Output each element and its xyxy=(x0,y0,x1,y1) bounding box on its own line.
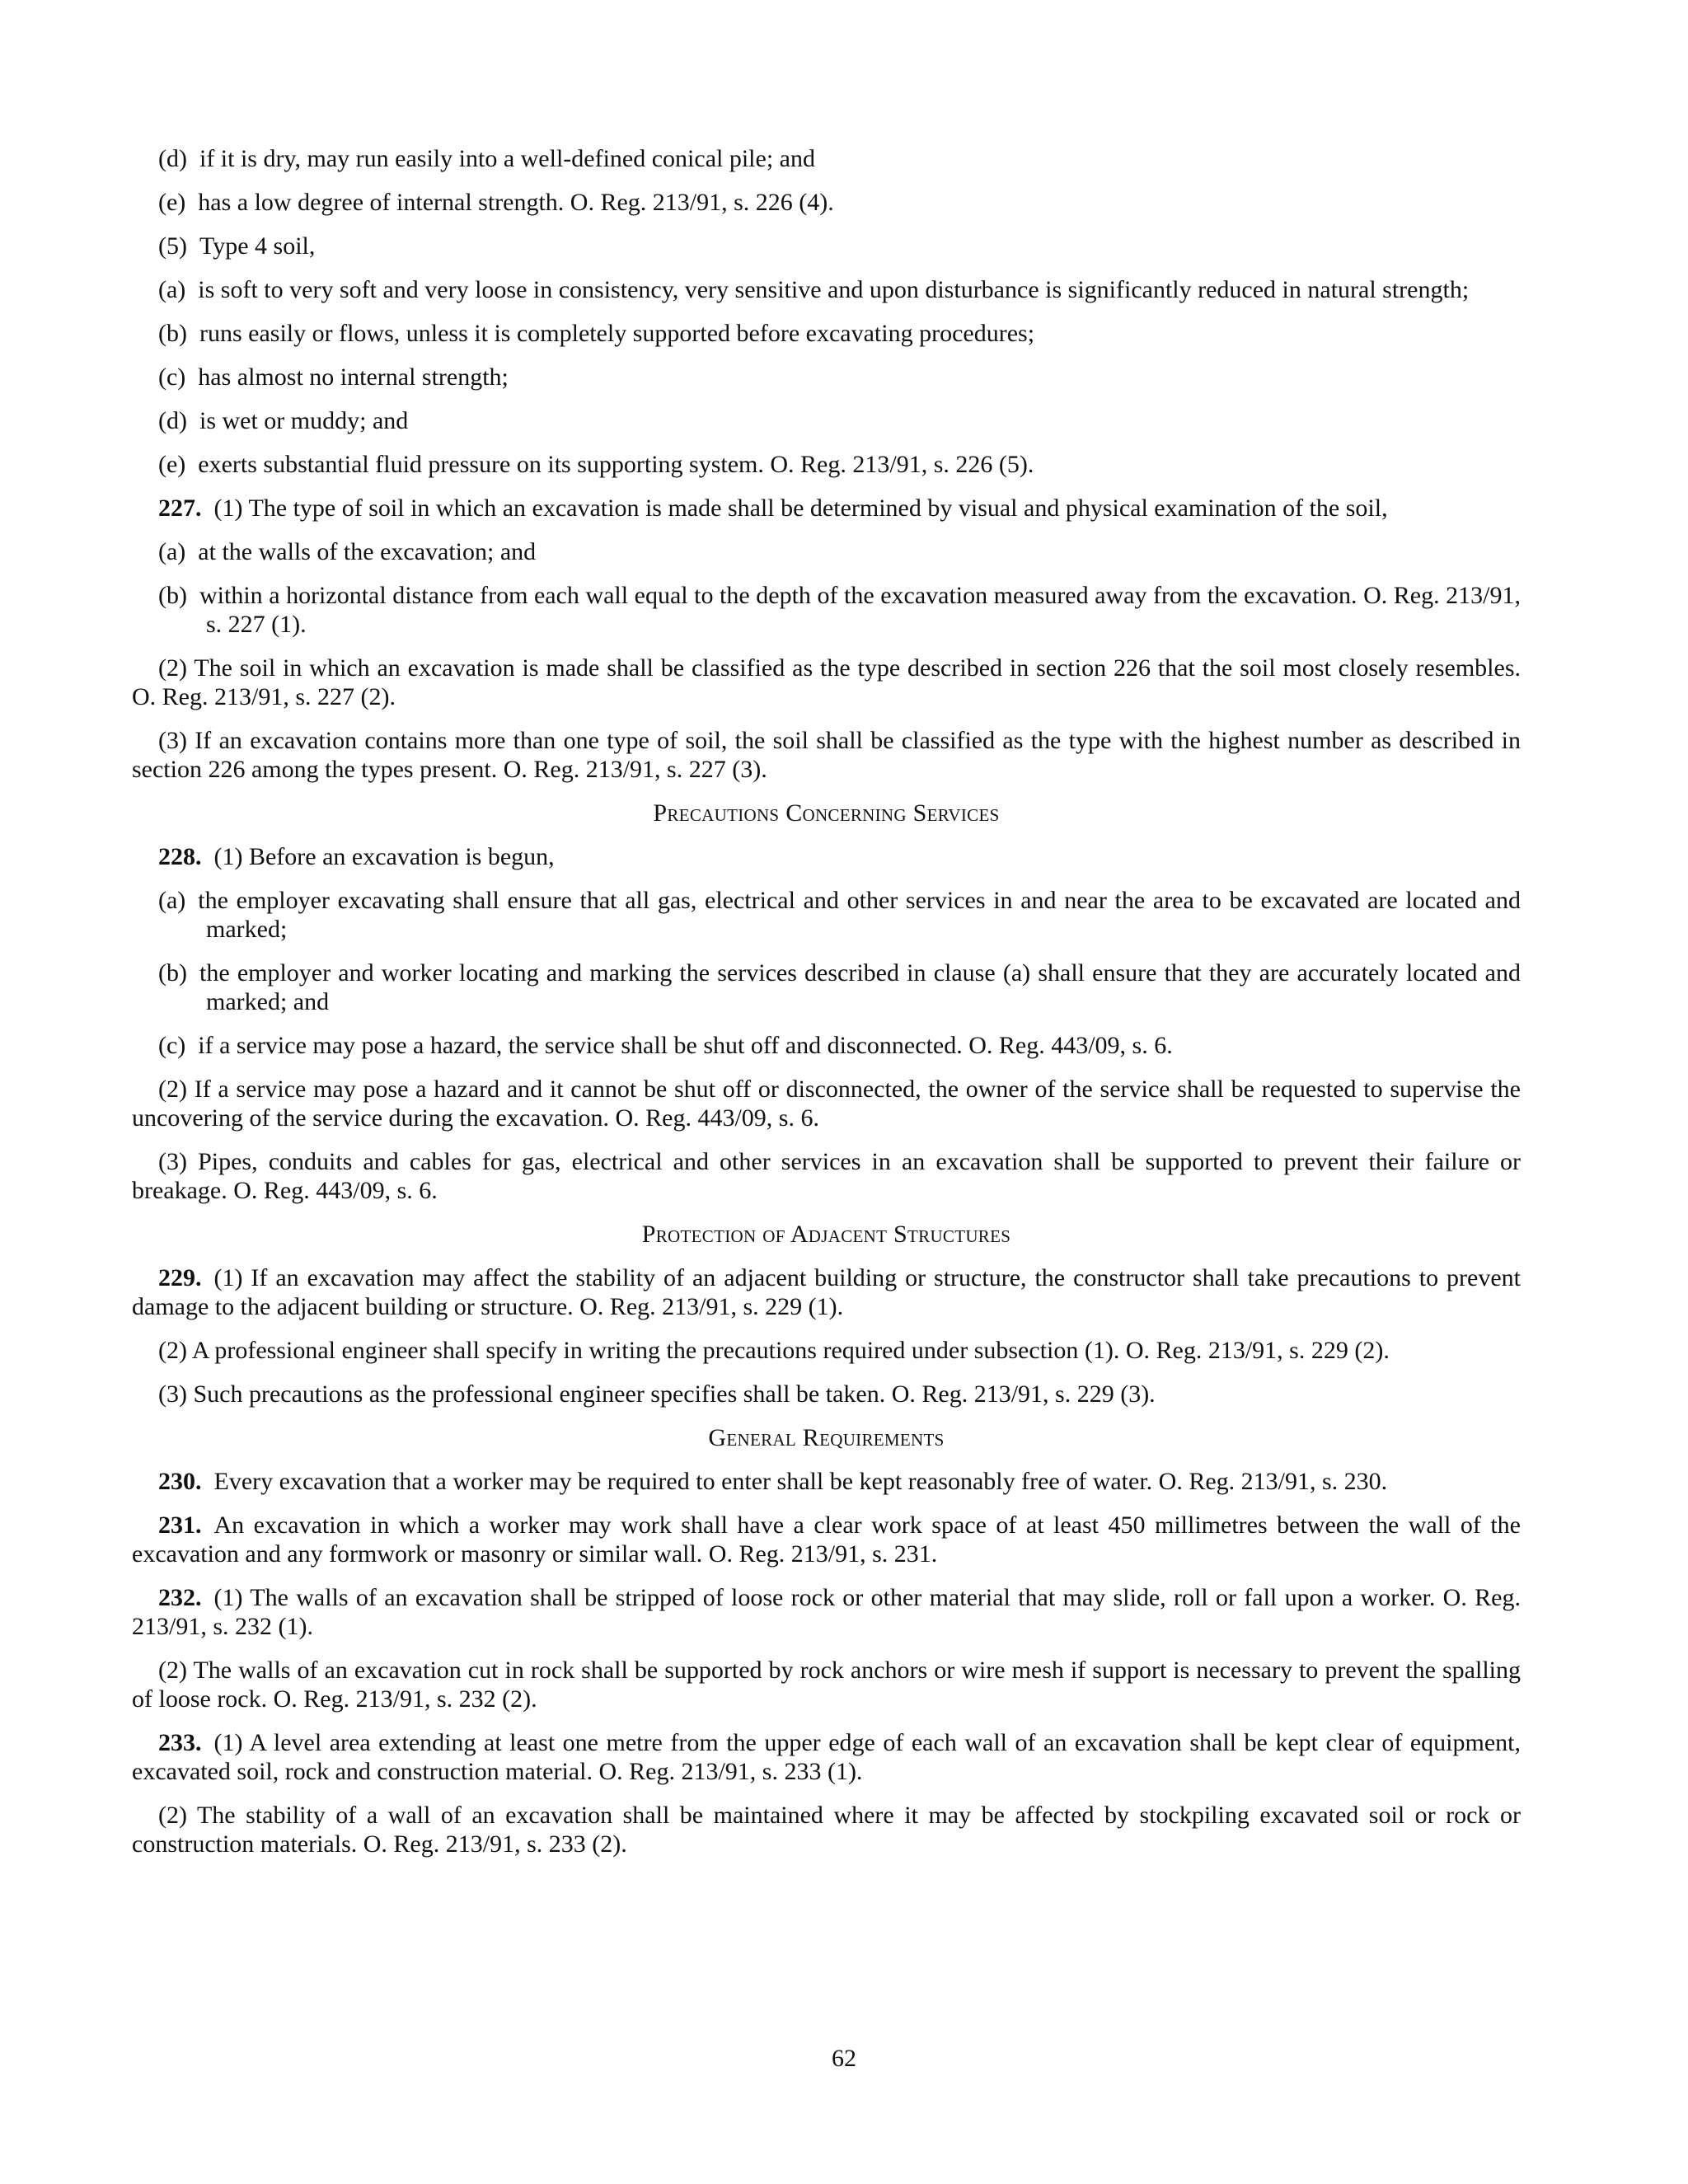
section xyxy=(132,1511,1521,1568)
section-text: An excavation in which a worker may work shall have a clear work space of at least 450 millimetres between the wall of the excavation and any formwork or masonry or similar wall. O. Reg. 213/91, s. 231. xyxy=(132,1511,1521,1568)
section xyxy=(132,1263,1521,1321)
clause: (d) if it is dry, may run easily into a well-defined conical pile; and xyxy=(158,145,815,172)
section-text: (1) If an excavation may affect the stability of an adjacent building or structure, the constructor shall take precautions to prevent damage to the adjacent building or structure. O. Reg. 213/91, s. 229 (1). xyxy=(132,1264,1521,1320)
subsection: (3) Pipes, conduits and cables for gas, electrical and other services in an excavation shall be supported to prevent their failure or breakage. O. Reg. 443/09, s. 6. xyxy=(132,1148,1521,1204)
subsection: (3) If an excavation contains more than one type of soil, the soil shall be classified as the type with the highest number as described in section 226 among the types present. O. Reg. 213/91, s. 227 (3). xyxy=(132,727,1521,783)
clause: (a) at the walls of the excavation; and xyxy=(158,538,537,565)
section-number: 229. xyxy=(158,1264,202,1291)
section xyxy=(132,1467,1521,1496)
subsection: (2) A professional engineer shall specify in writing the precautions required under subsection (1). O. Reg. 213/91, s. 229 (2). xyxy=(158,1337,1390,1364)
section-number: 231. xyxy=(158,1511,202,1539)
section-text: (1) Before an excavation is begun, xyxy=(213,843,555,870)
clause: (e) exerts substantial fluid pressure on its supporting system. O. Reg. 213/91, s. 226 (5). xyxy=(158,451,1034,478)
section-text: (1) The walls of an excavation shall be stripped of loose rock or other material that may slide, roll or fall upon a worker. O. Reg. 213/91, s. 232 (1). xyxy=(132,1584,1521,1640)
subsection: (3) Such precautions as the professional engineer specifies shall be taken. O. Reg. 213/91, s. 229 (3). xyxy=(158,1380,1156,1408)
clause: (b) runs easily or flows, unless it is completely supported before excavating procedures; xyxy=(158,320,1035,347)
subsection: (2) The walls of an excavation cut in rock shall be supported by rock anchors or wire mesh if support is necessary to prevent the spalling of loose rock. O. Reg. 213/91, s. 232 (2). xyxy=(132,1657,1521,1713)
clause: (c) if a service may pose a hazard, the service shall be shut off and disconnected. O. Reg. 443/09, s. 6. xyxy=(158,1032,1173,1059)
section-text: (1) The type of soil in which an excavation is made shall be determined by visual and physical examination of the soil, xyxy=(213,494,1388,522)
subsection: (2) The soil in which an excavation is made shall be classified as the type described in section 226 that the soil most closely resembles. O. Reg. 213/91, s. 227 (2). xyxy=(132,654,1521,710)
section-number: 232. xyxy=(158,1584,202,1611)
clause: (e) has a low degree of internal strength. O. Reg. 213/91, s. 226 (4). xyxy=(158,189,834,216)
page-number: 62 xyxy=(832,2045,856,2072)
section-number: 227. xyxy=(158,494,202,522)
clause: (a) is soft to very soft and very loose in consistency, very sensitive and upon disturbance is significantly reduced in natural strength; xyxy=(158,276,1470,303)
regulation-text xyxy=(132,144,1521,1858)
clause: (b) within a horizontal distance from each wall equal to the depth of the excavation measured away from the excavation. O. Reg. 213/91, s. 227 (1). xyxy=(158,582,1521,638)
clause: (a) the employer excavating shall ensure that all gas, electrical and other services in and near the area to be excavated are located and marked; xyxy=(158,887,1521,943)
clause: (d) is wet or muddy; and xyxy=(158,407,409,434)
section xyxy=(132,842,1521,871)
section-heading: Protection of Adjacent Structures xyxy=(641,1221,1011,1248)
section-heading: Precautions Concerning Services xyxy=(653,799,1000,827)
section-number: 233. xyxy=(158,1729,202,1756)
section xyxy=(132,1583,1521,1641)
section-text: Every excavation that a worker may be required to enter shall be kept reasonably free of water. O. Reg. 213/91, s. 230. xyxy=(213,1468,1388,1495)
section-text: (1) A level area extending at least one metre from the upper edge of each wall of an excavation shall be kept clear of equipment, excavated soil, rock and construction material. O. Reg. 213/91, s. 233 (1). xyxy=(132,1729,1521,1785)
clause: (b) the employer and worker locating and marking the services described in clause (a) shall ensure that they are accurately located and marked; and xyxy=(158,959,1521,1015)
clause: (c) has almost no internal strength; xyxy=(158,363,509,391)
section-number: 230. xyxy=(158,1468,202,1495)
subsection: (2) If a service may pose a hazard and it cannot be shut off or disconnected, the owner of the service shall be requested to supervise the uncovering of the service during the excavation. O. Reg. 443/09, s. 6. xyxy=(132,1076,1521,1132)
subsection: (5) Type 4 soil, xyxy=(158,232,316,260)
subsection: (2) The stability of a wall of an excavation shall be maintained where it may be affected by stockpiling excavated soil or rock or construction materials. O. Reg. 213/91, s. 233 (2). xyxy=(132,1802,1521,1858)
section-heading: General Requirements xyxy=(708,1424,945,1451)
section xyxy=(132,1728,1521,1786)
section xyxy=(132,494,1521,523)
section-number: 228. xyxy=(158,843,202,870)
